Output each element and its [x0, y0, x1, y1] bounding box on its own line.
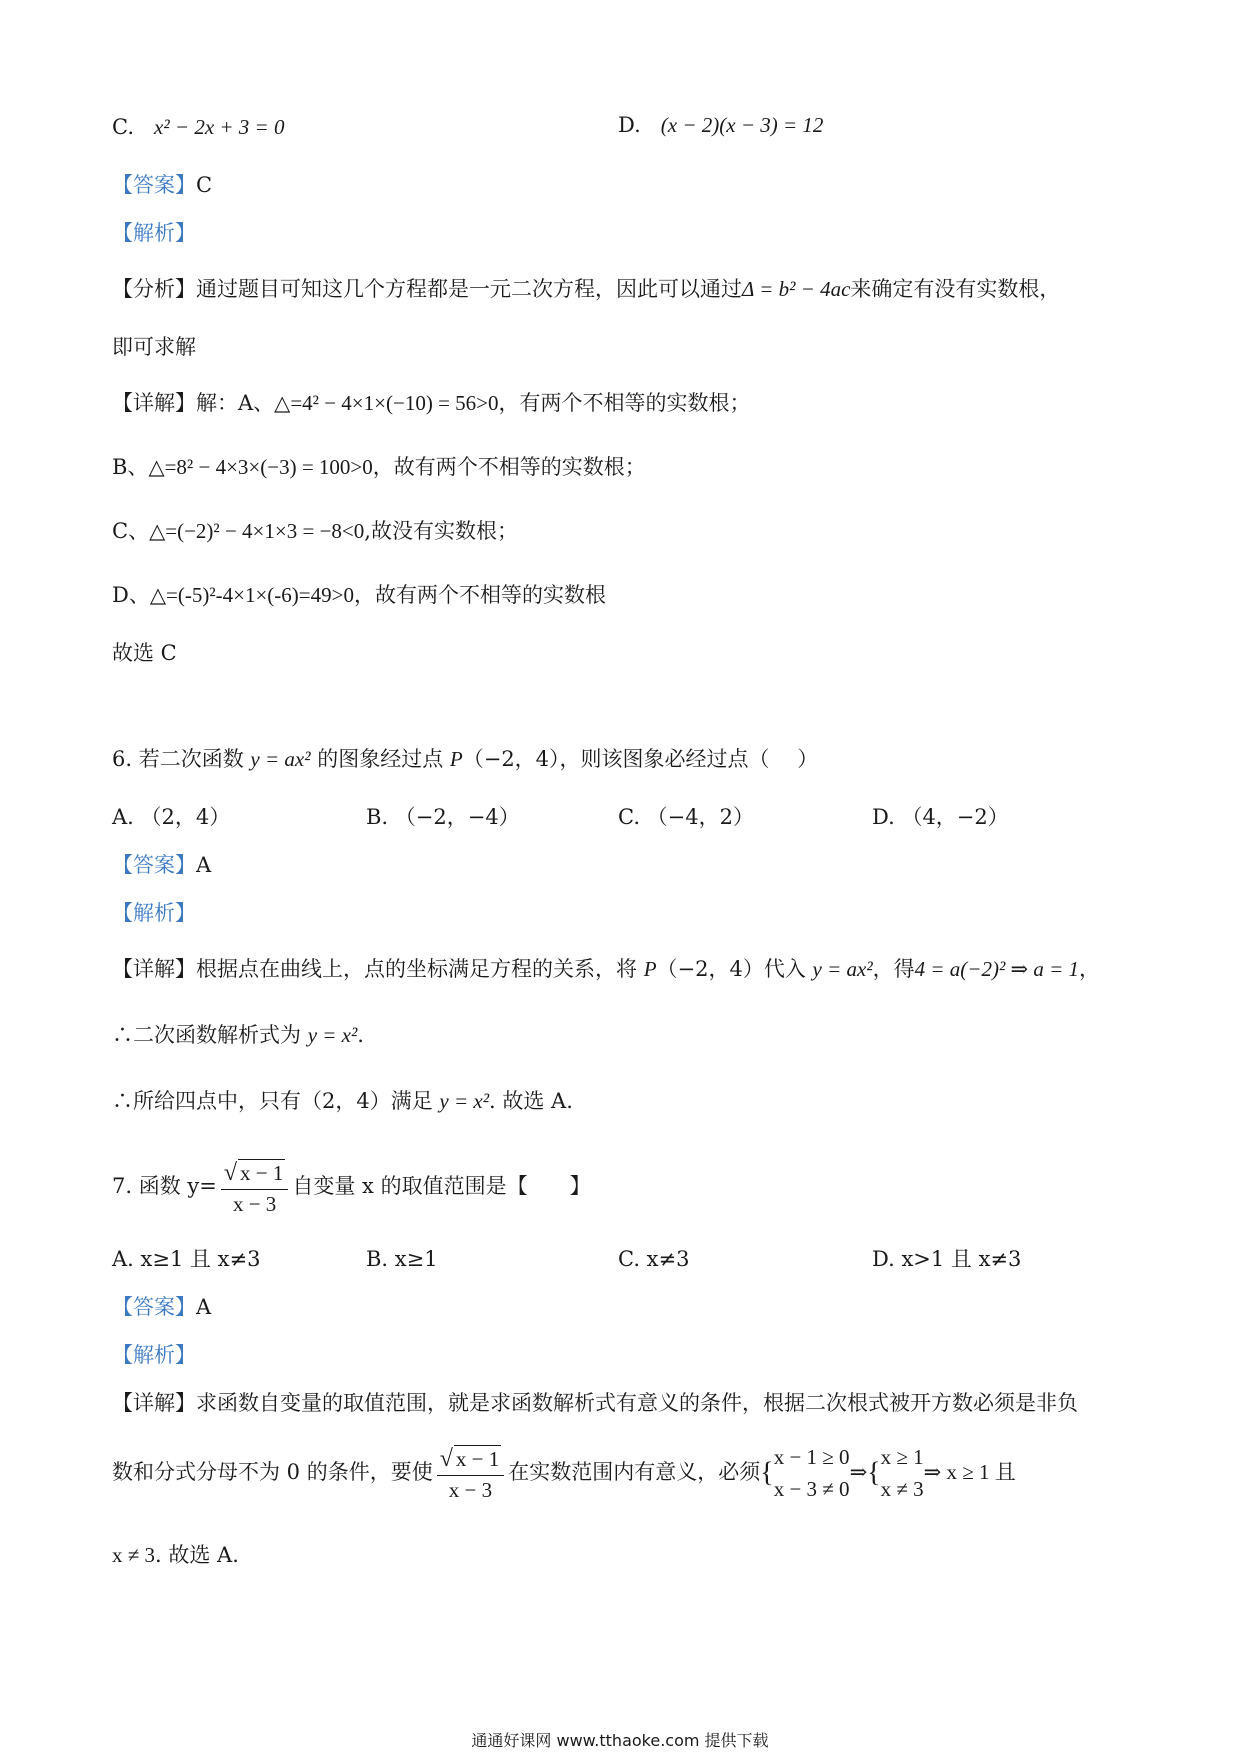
q5-detail-c: C、△=(−2)² − 4×1×3 = −8<0,故没有实数根；: [112, 519, 518, 543]
q6-detail-line2: ∴二次函数解析式为 y = x².: [112, 1023, 364, 1047]
inequality-system-1: x − 1 ≥ 0 x − 3 ≠ 0: [773, 1445, 850, 1501]
q5-option-c-equation: x² − 2x + 3 = 0: [154, 115, 285, 139]
q7-option-d: D. x>1 且 x≠3: [872, 1247, 1022, 1271]
q7-option-c: C. x≠3: [618, 1247, 690, 1271]
q6-option-b: B. （−2，−4）: [366, 805, 520, 829]
q5-detail-b: B、△=8² − 4×3×(−3) = 100>0，故有两个不相等的实数根；: [112, 455, 646, 479]
q6-option-d: D. （4，−2）: [872, 805, 1009, 829]
q5-answer: 【答案】C: [112, 173, 213, 197]
q6-stem: 6. 若二次函数 y = ax² 的图象经过点 P（−2，4），则该图象必经过点（ ）: [112, 747, 819, 771]
q7-detail-line1: 【详解】求函数自变量的取值范围，就是求函数解析式有意义的条件，根据二次根式被开方数必须是非负: [112, 1391, 1078, 1415]
q5-fenxi-line2: 即可求解: [112, 335, 196, 359]
q6-detail: 【详解】根据点在曲线上，点的坐标满足方程的关系，将 P（−2，4）代入 y = ax²，得4 = a(−2)² ⇒ a = 1，: [112, 957, 1101, 981]
q5-analysis-tag: 【解析】: [112, 221, 196, 245]
left-brace: {: [867, 1457, 881, 1489]
q5-conclusion: 故选 C: [112, 641, 177, 665]
left-brace: {: [760, 1457, 774, 1489]
q7-analysis-tag: 【解析】: [112, 1343, 196, 1367]
q6-answer: 【答案】A: [112, 853, 212, 877]
q7-option-b: B. x≥1: [366, 1247, 438, 1271]
q5-option-c: C. x² − 2x + 3 = 0: [112, 115, 285, 139]
inequality-system-2: x ≥ 1 x ≠ 3: [880, 1445, 924, 1501]
q6-option-c: C. （−4，2）: [618, 805, 754, 829]
q5-detail-d: D、△=(-5)²-4×1×(-6)=49>0，故有两个不相等的实数根: [112, 583, 606, 607]
q7-detail-line2: 数和分式分母不为 0 的条件，要使 $\frac{√ x - 1}{x - 3}$ 在实数范围内有意义，必须{ x − 1 ≥ 0 x − 3 ≠ 0 ⇒{ x ≥ 1 x ≠ 3 ⇒ x ≥ 1 且: [112, 1442, 1016, 1505]
q7-option-a: A. x≥1 且 x≠3: [112, 1247, 261, 1271]
q6-detail-line3: ∴所给四点中，只有（2，4）满足 y = x². 故选 A.: [112, 1089, 573, 1113]
q6-option-a: A. （2，4）: [112, 805, 231, 829]
answer-tag: 【答案】: [112, 853, 196, 877]
answer-tag: 【答案】: [112, 1295, 196, 1319]
q5-fenxi: 【分析】通过题目可知这几个方程都是一元二次方程，因此可以通过Δ = b² − 4ac来确定有没有实数根，: [112, 277, 1061, 301]
q5-detail-a: 【详解】解：A、△=4² − 4×1×(−10) = 56>0，有两个不相等的实数根；: [112, 391, 751, 415]
page-footer: 通通好课网 www.tthaoke.com 提供下载: [471, 1731, 769, 1750]
q5-option-d: D. (x − 2)(x − 3) = 12: [618, 113, 824, 137]
answer-tag: 【答案】: [112, 173, 196, 197]
q7-stem: 7. 函数 y= $\frac{√ x - 1}{x - 3}$ 自变量 x 的取值范围是【 】: [112, 1160, 591, 1216]
sqrt-sign: √: [439, 1445, 453, 1472]
q5-option-d-equation: (x − 2)(x − 3) = 12: [660, 113, 824, 137]
q7-answer: 【答案】A: [112, 1295, 212, 1319]
q7-detail-line3: x ≠ 3. 故选 A.: [112, 1543, 239, 1567]
q7-detail-fraction: $\frac{√ x - 1}{x - 3}$: [437, 1444, 505, 1503]
q7-fraction: $\frac{√ x - 1}{x - 3}$: [221, 1158, 289, 1217]
sqrt-sign: √: [223, 1160, 238, 1186]
q6-analysis-tag: 【解析】: [112, 901, 196, 925]
